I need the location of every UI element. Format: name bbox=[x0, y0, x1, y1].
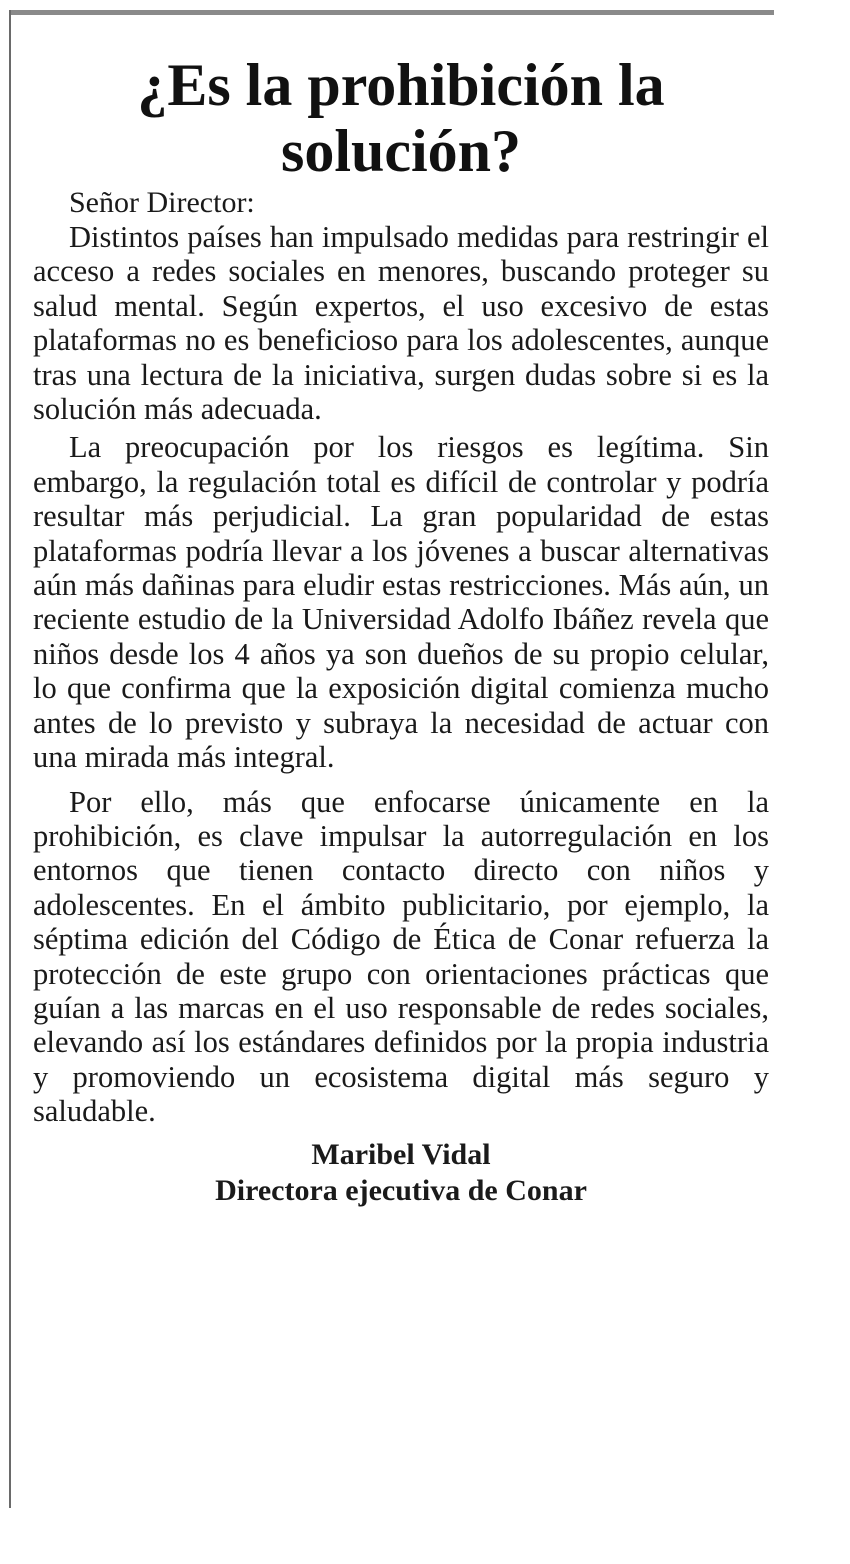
author-name: Maribel Vidal bbox=[311, 1137, 491, 1171]
salutation: Señor Director: bbox=[69, 186, 255, 219]
signature-block bbox=[33, 1137, 769, 1209]
body-paragraph-1: Distintos países han impulsado medidas para restringir el acceso a redes sociales en menores, buscando proteger su salud mental. Según expertos, el uso excesivo de estas plataformas no es beneficioso para los adolescentes, aunque tras una lectura de la iniciativa, surgen dudas sobre si es la solución más adecuada. bbox=[33, 220, 769, 427]
author-title: Directora ejecutiva de Conar bbox=[215, 1173, 587, 1207]
article-body bbox=[33, 220, 769, 1129]
letter-article bbox=[33, 52, 769, 1209]
left-border-rule bbox=[9, 10, 11, 1508]
article-headline: ¿Es la prohibición la solución? bbox=[137, 52, 665, 184]
body-paragraph-3: Por ello, más que enfocarse únicamente en la prohibición, es clave impulsar la autorregulación en los entornos que tienen contacto directo con niños y adolescentes. En el ámbito publicitario, por ejemplo, la séptima edición del Código de Ética de Conar refuerza la protección de este grupo con orientaciones prácticas que guían a las marcas en el uso responsable de redes sociales, elevando así los estándares definidos por la propia industria y promoviendo un ecosistema digital más seguro y saludable. bbox=[33, 784, 769, 1129]
body-paragraph-2: La preocupación por los riesgos es legítima. Sin embargo, la regulación total es difícil de controlar y podría resultar más perjudicial. La gran popularidad de estas plataformas podría llevar a los jóvenes a buscar alternativas aún más dañinas para eludir estas restricciones. Más aún, un reciente estudio de la Universidad Adolfo Ibáñez revela que niños desde los 4 años ya son dueños de su propio celular, lo que confirma que la exposición digital comienza mucho antes de lo previsto y subraya la necesidad de actuar con una mirada más integral. bbox=[33, 430, 769, 775]
top-border-rule bbox=[10, 10, 774, 15]
